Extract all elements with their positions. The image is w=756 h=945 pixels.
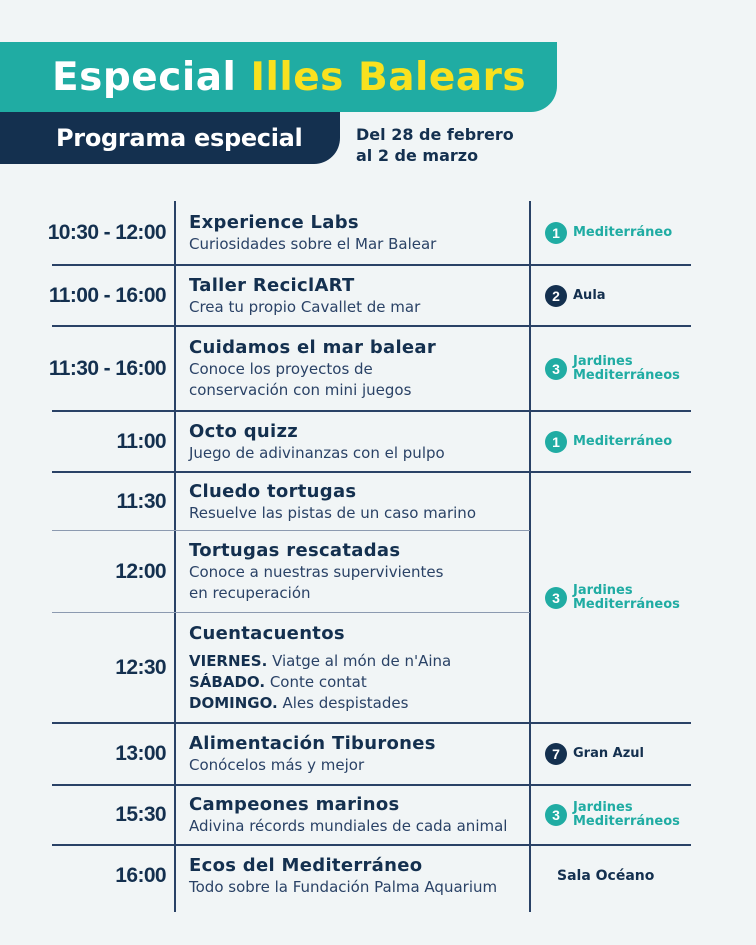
activity-title: Taller ReciclART: [189, 274, 355, 296]
title-yellow: Illes Balears: [250, 54, 527, 100]
day-story: Conte contat: [269, 672, 367, 691]
activity-description: Conócelos más y mejor: [189, 756, 365, 774]
day-story: Viatge al món de n'Aina: [272, 651, 452, 670]
row-activity: [189, 846, 524, 906]
activity-description: Juego de adivinanzas con el pulpo: [189, 443, 445, 462]
day-story: Ales despistades: [282, 693, 409, 712]
event-dates: [356, 124, 514, 166]
row-activity: [189, 412, 524, 471]
activity-description: Conoce los proyectos de: [189, 360, 373, 378]
activity-day-line: [189, 672, 524, 693]
location-name: [557, 869, 654, 883]
location-number-badge: 3: [545, 358, 567, 380]
row-time: 11:30 - 16:00: [48, 356, 166, 380]
row-time: 12:30: [115, 655, 166, 679]
row-location: [545, 266, 745, 325]
location-number-badge: 3: [545, 804, 567, 826]
activity-description: Adivina récords mundiales de cada animal: [189, 817, 508, 835]
row-time: 13:00: [115, 742, 166, 765]
row-location: [545, 412, 745, 471]
location-name-line: Aula: [573, 287, 606, 303]
activity-description: Conoce a nuestras supervivientes: [189, 563, 444, 581]
activity-description: Crea tu propio Cavallet de mar: [189, 297, 421, 316]
row-activity: [189, 473, 524, 530]
location-number-badge: 1: [545, 431, 567, 453]
schedule-row: [0, 786, 756, 844]
location-name: [573, 226, 672, 240]
activity-title: Octo quizz: [189, 420, 299, 442]
location-name: [573, 289, 606, 303]
location-name-line: Mediterráneos: [573, 596, 680, 612]
row-activity: [189, 531, 524, 612]
row-activity: [189, 724, 524, 784]
location-name: [573, 435, 672, 449]
row-activity: [189, 266, 524, 325]
row-time: 11:30: [116, 489, 166, 513]
activity-description: conservación con mini juegos: [189, 381, 412, 399]
activity-title: Alimentación Tiburones: [189, 733, 436, 754]
row-location: [545, 786, 745, 844]
row-time: 12:00: [115, 559, 166, 583]
activity-title: Experience Labs: [189, 211, 359, 233]
title-banner: [0, 42, 557, 112]
page-title: [52, 55, 526, 100]
activity-title: Cuentacuentos: [189, 622, 345, 644]
location-number-badge: 7: [545, 743, 567, 765]
location-number-badge: 2: [545, 285, 567, 307]
activity-description: Todo sobre la Fundación Palma Aquarium: [189, 878, 498, 896]
activity-title: Campeones marinos: [189, 794, 400, 815]
location-name-line: Jardines: [573, 800, 633, 815]
row-time: 11:00 - 16:00: [48, 283, 166, 307]
location-name: [573, 584, 680, 612]
title-white: Especial: [52, 54, 237, 100]
subtitle-banner: [0, 112, 340, 164]
activity-description: Resuelve las pistas de un caso marino: [189, 503, 476, 522]
activity-title: Cuidamos el mar balear: [189, 337, 437, 358]
location-number-badge: 1: [545, 222, 567, 244]
row-activity: [189, 786, 524, 844]
row-time: 15:30: [115, 803, 166, 826]
schedule-row: [0, 613, 756, 722]
location-name: [573, 747, 644, 761]
schedule-row: [0, 724, 756, 784]
location-name-line: Mediterráneo: [573, 224, 673, 240]
location-name-line: Mediterráneos: [573, 814, 680, 829]
schedule-row: [0, 412, 756, 471]
location-name-line: Gran Azul: [573, 746, 644, 761]
location-name-line: Jardines: [573, 582, 633, 598]
row-time: 10:30 - 12:00: [47, 220, 166, 244]
row-location: [557, 846, 756, 906]
page-subtitle: Programa especial: [56, 124, 303, 152]
row-time: 16:00: [115, 864, 166, 887]
location-name: [573, 801, 680, 829]
activity-description: Curiosidades sobre el Mar Balear: [189, 234, 437, 253]
location-name: [573, 355, 680, 383]
location-name-line: Sala Océano: [557, 868, 655, 884]
schedule-row: [0, 327, 756, 410]
schedule-row: [0, 846, 756, 906]
dates-line-2: al 2 de marzo: [356, 146, 479, 165]
location-name-line: Jardines: [573, 353, 633, 369]
activity-title: Ecos del Mediterráneo: [189, 855, 423, 876]
day-label: SÁBADO.: [189, 672, 266, 691]
activity-day-line: [189, 651, 524, 672]
row-activity: [189, 613, 524, 722]
location-number-badge: 3: [545, 587, 567, 609]
day-label: VIERNES.: [189, 651, 268, 670]
activity-description: en recuperación: [189, 584, 311, 602]
row-location: [545, 327, 745, 410]
row-activity: [189, 327, 524, 410]
row-activity: [189, 201, 524, 264]
location-name-line: Mediterráneo: [573, 433, 673, 449]
activity-day-line: [189, 693, 524, 714]
row-time: 11:00: [116, 429, 166, 453]
activity-title: Cluedo tortugas: [189, 480, 357, 502]
activity-title: Tortugas rescatadas: [189, 540, 401, 561]
dates-line-1: Del 28 de febrero: [356, 125, 514, 144]
schedule-row: [0, 201, 756, 264]
day-label: DOMINGO.: [189, 693, 278, 712]
row-location: [545, 201, 745, 264]
row-location: [545, 724, 745, 784]
schedule-row: [0, 266, 756, 325]
location-name-line: Mediterráneos: [573, 367, 680, 383]
